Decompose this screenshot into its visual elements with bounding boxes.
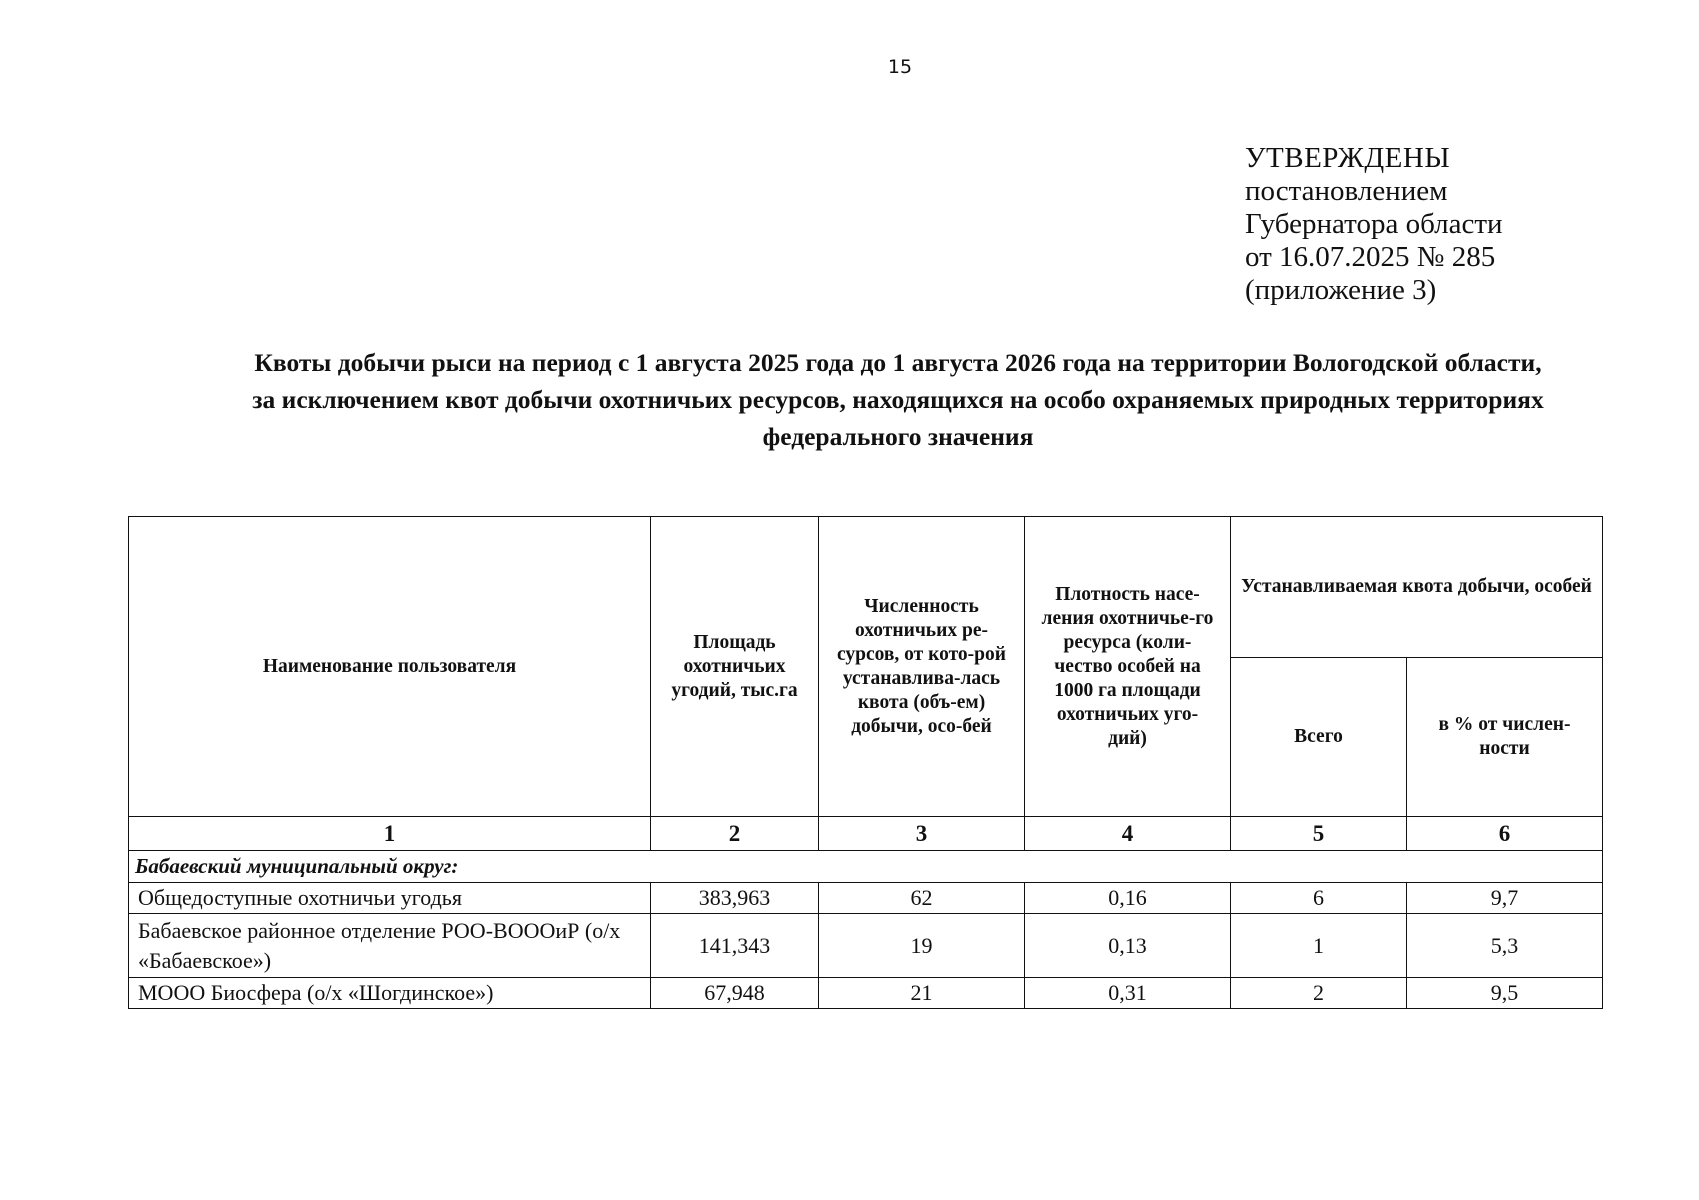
population-cell: 62: [819, 883, 1025, 914]
header-percent: в % от числен-ности: [1407, 658, 1603, 817]
density-cell: 0,13: [1025, 914, 1231, 978]
title-line-1: Квоты добычи рыси на период с 1 августа 2025 года до 1 августа 2026 года на территории Вологодской области,: [254, 348, 1542, 377]
approval-line-3: от 16.07.2025 № 285: [1245, 241, 1496, 273]
table-row: [129, 978, 1603, 1009]
percent-cell: 9,5: [1407, 978, 1603, 1009]
column-number: 6: [1407, 817, 1603, 851]
column-number: 4: [1025, 817, 1231, 851]
area-cell: 383,963: [651, 883, 819, 914]
title-line-3: федерального значения: [762, 422, 1034, 451]
column-number: 2: [651, 817, 819, 851]
user-name-cell: Бабаевское районное отделение РОО-ВОООиР (о/х «Бабаевское»): [129, 914, 651, 978]
title-line-2: за исключением квот добычи охотничьих ресурсов, находящихся на особо охраняемых природных территориях: [252, 385, 1544, 414]
density-cell: 0,31: [1025, 978, 1231, 1009]
header-total: Всего: [1231, 658, 1407, 817]
total-cell: 2: [1231, 978, 1407, 1009]
document-title: [130, 344, 1666, 455]
approval-heading: УТВЕРЖДЕНЫ: [1245, 142, 1451, 174]
page-number: 15: [887, 56, 913, 78]
section-title: Бабаевский муниципальный округ:: [129, 851, 1603, 883]
column-number: 5: [1231, 817, 1407, 851]
header-density: Плотность насе-ления охотничье-го ресурса (коли-чество особей на 1000 га площади охотничьих уго-дий): [1025, 517, 1231, 817]
column-number: 3: [819, 817, 1025, 851]
area-cell: 141,343: [651, 914, 819, 978]
column-numbers-row: [129, 817, 1603, 851]
total-cell: 6: [1231, 883, 1407, 914]
header-area: Площадь охотничьих угодий, тыс.га: [651, 517, 819, 817]
header-population: Численность охотничьих ре-сурсов, от кото-рой устанавлива-лась квота (объ-ем) добычи, осо-бей: [819, 517, 1025, 817]
density-cell: 0,16: [1025, 883, 1231, 914]
percent-cell: 9,7: [1407, 883, 1603, 914]
user-name-cell: МООО Биосфера (о/х «Шогдинское»): [129, 978, 651, 1009]
total-cell: 1: [1231, 914, 1407, 978]
approval-block: [1245, 142, 1503, 307]
table-row: [129, 914, 1603, 978]
user-name-cell: Общедоступные охотничьи угодья: [129, 883, 651, 914]
approval-line-2: Губернатора области: [1245, 208, 1503, 240]
table-row: [129, 883, 1603, 914]
header-name: Наименование пользователя: [129, 517, 651, 817]
column-number: 1: [129, 817, 651, 851]
header-quota-group: Устанавливаемая квота добычи, особей: [1231, 517, 1603, 658]
approval-line-1: постановлением: [1245, 175, 1448, 207]
population-cell: 21: [819, 978, 1025, 1009]
header-row-top: [129, 517, 1603, 658]
percent-cell: 5,3: [1407, 914, 1603, 978]
area-cell: 67,948: [651, 978, 819, 1009]
approval-line-4: (приложение 3): [1245, 274, 1437, 306]
quota-table: [128, 516, 1603, 1009]
section-row: [129, 851, 1603, 883]
population-cell: 19: [819, 914, 1025, 978]
